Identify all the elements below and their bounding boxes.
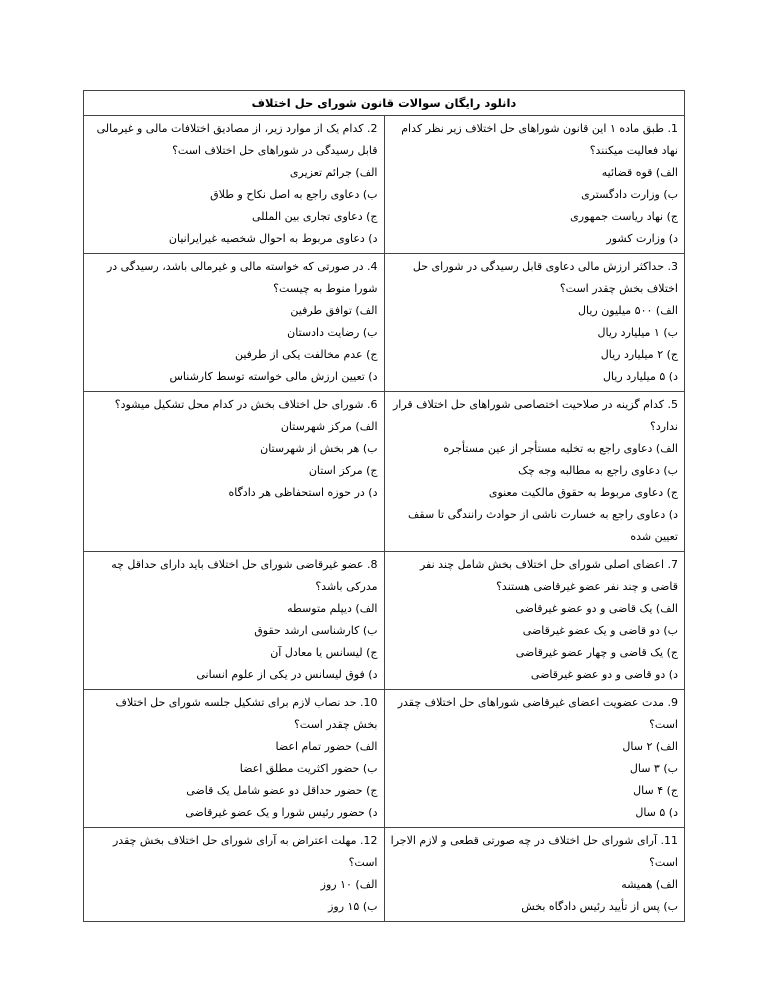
- answer-option: ب) ۱ میلیارد ریال: [597, 326, 678, 339]
- answer-option: ب) کارشناسی ارشد حقوق: [254, 624, 378, 637]
- question-text: 5. کدام گزینه در صلاحیت اختصاصی شوراهای حل اختلاف قرار ندارد؟: [392, 398, 678, 433]
- table-row: [84, 828, 685, 922]
- question-cell: [384, 254, 685, 392]
- answer-option: د) فوق لیسانس در یکی از علوم انسانی: [196, 668, 378, 681]
- question-text: 8. عضو غیرقاضی شورای حل اختلاف باید دارای حداقل چه مدرکی باشد؟: [111, 558, 378, 593]
- answer-option: د) ۵ سال: [635, 806, 678, 819]
- table-row: [84, 254, 685, 392]
- question-cell: [384, 690, 685, 828]
- answer-option: د) دعاوی مربوط به احوال شخصیه غیرایرانیان: [168, 232, 378, 245]
- question-cell: [384, 116, 685, 254]
- table-row: [84, 116, 685, 254]
- question-text: 4. در صورتی که خواسته مالی و غیرمالی باشد، رسیدگی در شورا منوط به چیست؟: [106, 260, 378, 295]
- question-text: 1. طبق ماده ۱ این قانون شوراهای حل اختلاف زیر نظر کدام نهاد فعالیت میکنند؟: [401, 122, 678, 157]
- answer-option: الف) توافق طرفین: [290, 304, 378, 317]
- answer-option: ج) ۴ سال: [633, 784, 678, 797]
- answer-option: الف) مرکز شهرستان: [280, 420, 378, 433]
- question-text: 11. آرای شورای حل اختلاف در چه صورتی قطعی و لازم الاجرا است؟: [390, 834, 678, 869]
- question-text: 12. مهلت اعتراض به آرای شورای حل اختلاف بخش چقدر است؟: [112, 834, 378, 869]
- answer-option: د) دعاوی راجع به خسارت ناشی از حوادث رانندگی تا سقف تعیین شده: [408, 508, 678, 543]
- table-title: دانلود رایگان سوالات قانون شورای حل اختلاف: [84, 91, 685, 116]
- answer-option: ب) وزارت دادگستری: [581, 188, 678, 201]
- answer-option: الف) یک قاضی و دو عضو غیرقاضی: [515, 602, 678, 615]
- question-text: 6. شورای حل اختلاف بخش در کدام محل تشکیل میشود؟: [114, 398, 378, 411]
- answer-option: ب) پس از تأیید رئیس دادگاه بخش: [521, 900, 678, 913]
- answer-option: د) در حوزه استحفاظی هر دادگاه: [228, 486, 378, 499]
- table-row: [84, 690, 685, 828]
- answer-option: ب) دعاوی راجع به اصل نکاح و طلاق: [210, 188, 378, 201]
- answer-option: د) تعیین ارزش مالی خواسته توسط کارشناس: [169, 370, 378, 383]
- answer-option: الف) ۲ سال: [622, 740, 678, 753]
- question-cell: [84, 828, 385, 922]
- table-row: [84, 392, 685, 552]
- question-cell: [384, 828, 685, 922]
- question-cell: [84, 552, 385, 690]
- answer-option: د) دو قاضی و دو عضو غیرقاضی: [530, 668, 678, 681]
- answer-option: د) وزارت کشور: [606, 232, 678, 245]
- answer-option: الف) جرائم تعزیری: [289, 166, 378, 179]
- question-text: 9. مدت عضویت اعضای غیرقاضی شوراهای حل اختلاف چقدر است؟: [397, 696, 678, 731]
- answer-option: الف) دعاوی راجع به تخلیه مستأجر از عین مستأجره: [443, 442, 678, 455]
- question-cell: [84, 690, 385, 828]
- answer-option: ج) لیسانس یا معادل آن: [270, 646, 378, 659]
- answer-option: الف) قوه قضائیه: [601, 166, 678, 179]
- answer-option: ج) نهاد ریاست جمهوری: [570, 210, 678, 223]
- question-cell: [84, 116, 385, 254]
- answer-option: ج) دعاوی مربوط به حقوق مالکیت معنوی: [488, 486, 678, 499]
- question-text: 3. حداکثر ارزش مالی دعاوی قابل رسیدگی در شورای حل اختلاف بخش چقدر است؟: [412, 260, 678, 295]
- question-text: 10. حد نصاب لازم برای تشکیل جلسه شورای حل اختلاف بخش چقدر است؟: [115, 696, 378, 731]
- question-cell: [84, 392, 385, 552]
- answer-option: ب) ۱۵ روز: [328, 900, 378, 913]
- answer-option: ج) عدم مخالفت یکی از طرفین: [234, 348, 378, 361]
- answer-option: ج) حضور حداقل دو عضو شامل یک قاضی: [186, 784, 378, 797]
- answer-option: ب) ۳ سال: [629, 762, 678, 775]
- question-cell: [384, 392, 685, 552]
- answer-option: د) حضور رئیس شورا و یک عضو غیرقاضی: [185, 806, 378, 819]
- answer-option: ب) هر بخش از شهرستان: [260, 442, 378, 455]
- question-cell: [384, 552, 685, 690]
- answer-option: الف) دیپلم متوسطه: [287, 602, 378, 615]
- answer-option: ج) دعاوی تجاری بین المللی: [251, 210, 378, 223]
- answer-option: الف) ۱۰ روز: [320, 878, 378, 891]
- answer-option: د) ۵ میلیارد ریال: [602, 370, 678, 383]
- table-row: [84, 552, 685, 690]
- answer-option: ب) رضایت دادستان: [287, 326, 378, 339]
- answer-option: ج) مرکز استان: [308, 464, 378, 477]
- question-cell: [84, 254, 385, 392]
- answer-option: الف) همیشه: [621, 878, 678, 891]
- questions-table: [83, 90, 685, 922]
- answer-option: ب) دو قاضی و یک عضو غیرقاضی: [522, 624, 678, 637]
- answer-option: الف) ۵۰۰ میلیون ریال: [578, 304, 678, 317]
- answer-option: ج) ۲ میلیارد ریال: [600, 348, 678, 361]
- answer-option: ب) دعاوی راجع به مطالبه وجه چک: [518, 464, 678, 477]
- answer-option: الف) حضور تمام اعضا: [275, 740, 378, 753]
- question-text: 7. اعضای اصلی شورای حل اختلاف بخش شامل چند نفر قاضی و چند نفر عضو غیرقاضی هستند؟: [419, 558, 678, 593]
- answer-option: ج) یک قاضی و چهار عضو غیرقاضی: [515, 646, 678, 659]
- question-text: 2. کدام یک از موارد زیر، از مصادیق اختلافات مالی و غیرمالی قابل رسیدگی در شوراهای حل اختلاف است؟: [96, 122, 378, 157]
- answer-option: ب) حضور اکثریت مطلق اعضا: [239, 762, 378, 775]
